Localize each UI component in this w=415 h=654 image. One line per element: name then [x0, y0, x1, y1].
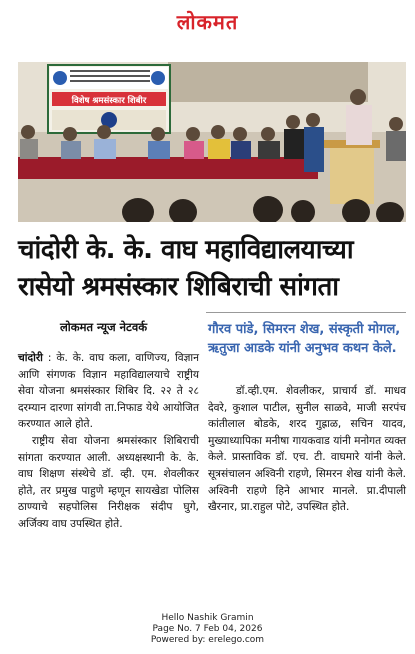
- footer-page-date: Page No. 7 Feb 04, 2026: [152, 624, 263, 634]
- article-column-left: [18, 350, 199, 533]
- dateline: चांदोरी: [18, 352, 43, 364]
- stage-table: [18, 157, 318, 179]
- paragraph-1: [18, 350, 199, 433]
- subheadline: गौरव पांडे, सिमरन शेख, संस्कृती मोगल, ऋतुजा आडके यांनी अनुभव कथन केले.: [208, 322, 401, 356]
- banner-title: विशेष श्रमसंस्कार शिबीर: [71, 96, 147, 106]
- newspaper-logo: लोकमत: [176, 10, 239, 34]
- headline-line-2: रासेयो श्रमसंस्कार शिबिराची सांगता: [18, 272, 339, 302]
- event-photo: [18, 62, 406, 222]
- byline: लोकमत न्यूज नेटवर्क: [60, 320, 148, 334]
- masthead: [0, 8, 415, 35]
- event-banner: [48, 65, 170, 133]
- footer-powered-by: Powered by: erelego.com: [150, 635, 265, 645]
- article-column-right: [208, 383, 406, 516]
- subhead-divider: [206, 312, 406, 313]
- podium: [324, 140, 380, 204]
- paragraph-2: राष्ट्रीय सेवा योजना श्रमसंस्कार शिबिराची सांगता करण्यात आली. अध्यक्षस्थानी के. के. वाघ शिक्षण संस्थेचे डॉ. व्ही. एम. शेवलीकर होते, तर प्रमुख पाहुणे म्हणून सायखेडा पोलिस ठाण्याचे सहपोलिस निरीक्षक संदीप घुगे, अर्जिक्य वाघ उपस्थित होते.: [18, 434, 199, 530]
- headline-line-1: चांदोरी के. के. वाघ महाविद्यालयाच्या: [18, 235, 354, 265]
- paragraph-3: डॉ.व्ही.एम. शेवलीकर, प्राचार्य डॉ. माधव देवरे, कुशाल पाटील, सुनील साळवे, माजी सरपंच कांतीलाल बोडके, शरद गुह्राळ, सचिन यादव, मुख्याध्यापिका मनीषा गायकवाड यांनी मनोगत व्यक्त केले. प्रास्ताविक डॉ. एच. टी. वाघमारे यांनी केले. सूत्रसंचालन अश्विनी राहणे, सिमरन शेख यांनी केले. अश्विनी राहणे हिने आभार मानले. प्रा.दीपाली खैरनार, प्रा.राहुल पोटे, उपस्थित होते.: [208, 385, 406, 514]
- footer-edition: Hello Nashik Gramin: [161, 613, 254, 623]
- event-photo-illustration: [18, 62, 406, 222]
- page-footer: [0, 613, 415, 646]
- paragraph-1-text: : के. के. वाघ कला, वाणिज्य, विज्ञान आणि संगणक विज्ञान महाविद्यालयाचे राष्ट्रीय सेवा योजना श्रमसंस्कार शिबिर दि. २२ ते २८ दरम्यान दारणा सांगवी ता.निफाड येथे आयोजित करण्यात आले होते.: [18, 352, 199, 431]
- headline: [18, 232, 408, 306]
